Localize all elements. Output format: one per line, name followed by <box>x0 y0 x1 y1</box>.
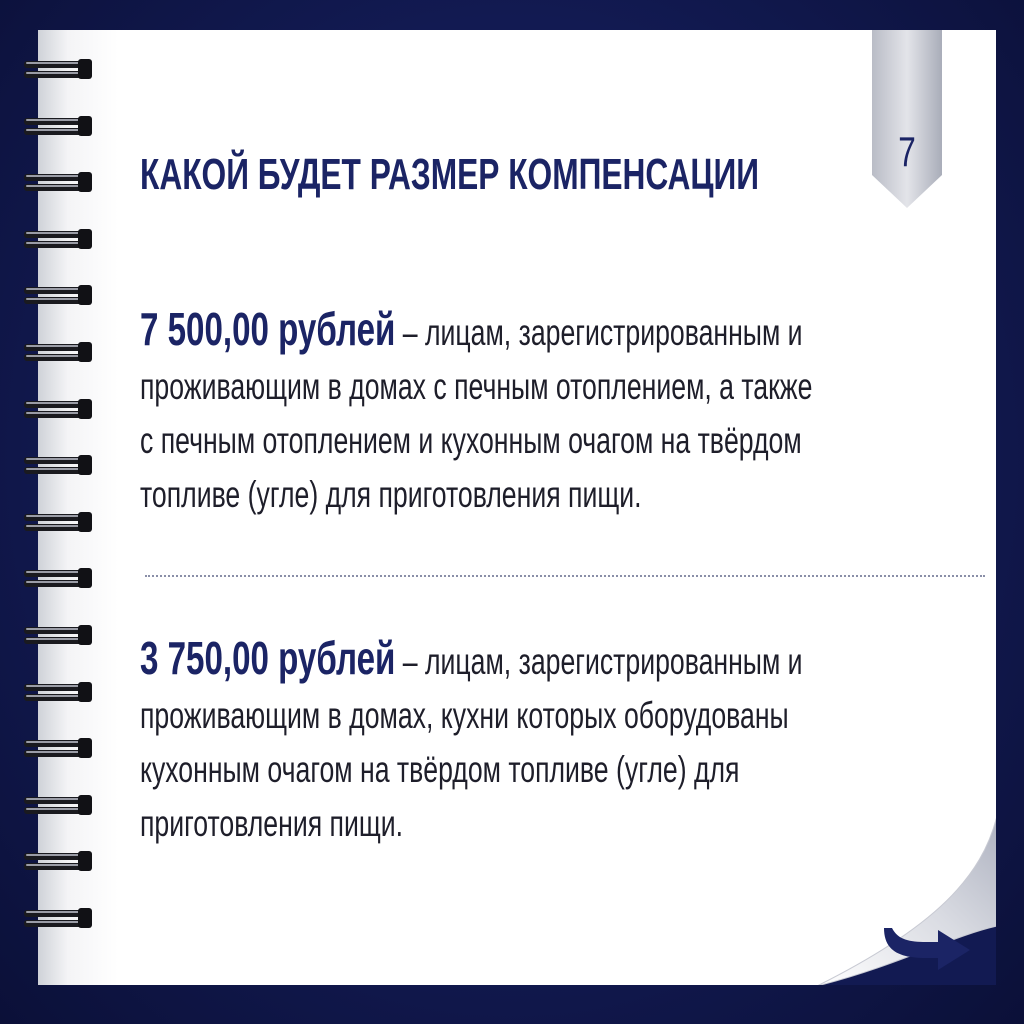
dotted-divider <box>145 575 985 577</box>
description-line: – лицам, зарегистрированным и <box>395 641 803 682</box>
arrow-right-icon[interactable] <box>878 920 978 980</box>
spiral-ring-icon <box>24 907 96 929</box>
description-line: проживающим в домах, кухни которых оборудованы <box>140 695 789 736</box>
page-title: КАКОЙ БУДЕТ РАЗМЕР КОМПЕНСАЦИИ <box>140 150 760 199</box>
description-line: проживающим в домах с печным отоплением, а также <box>140 366 813 407</box>
compensation-item-1 <box>140 302 903 522</box>
description-line: кухонным очагом на твёрдом топливе (угле) для <box>140 749 740 790</box>
amount: 3 750,00 рублей <box>140 632 396 684</box>
description-line: – лицам, зарегистрированным и <box>395 312 803 353</box>
spiral-ring-icon <box>24 454 96 476</box>
description-line: топливе (угле) для приготовления пищи. <box>140 474 642 515</box>
spiral-ring-icon <box>24 171 96 193</box>
spiral-ring-icon <box>24 850 96 872</box>
description-line: с печным отоплением и кухонным очагом на твёрдом <box>140 420 802 461</box>
item-first-line <box>140 631 903 689</box>
spiral-ring-icon <box>24 681 96 703</box>
amount: 7 500,00 рублей <box>140 303 396 355</box>
spiral-ring-icon <box>24 624 96 646</box>
spiral-binding <box>24 58 104 958</box>
spiral-ring-icon <box>24 794 96 816</box>
spiral-ring-icon <box>24 284 96 306</box>
spiral-ring-icon <box>24 341 96 363</box>
description-line: приготовления пищи. <box>140 803 404 844</box>
spiral-ring-icon <box>24 511 96 533</box>
compensation-item-2 <box>140 631 903 851</box>
spiral-ring-icon <box>24 115 96 137</box>
spiral-ring-icon <box>24 567 96 589</box>
item-first-line <box>140 302 903 360</box>
spiral-ring-icon <box>24 737 96 759</box>
spiral-ring-icon <box>24 58 96 80</box>
bookmark-tab-icon <box>870 30 944 210</box>
spiral-ring-icon <box>24 228 96 250</box>
spiral-ring-icon <box>24 398 96 420</box>
page-number: 7 <box>898 128 916 175</box>
